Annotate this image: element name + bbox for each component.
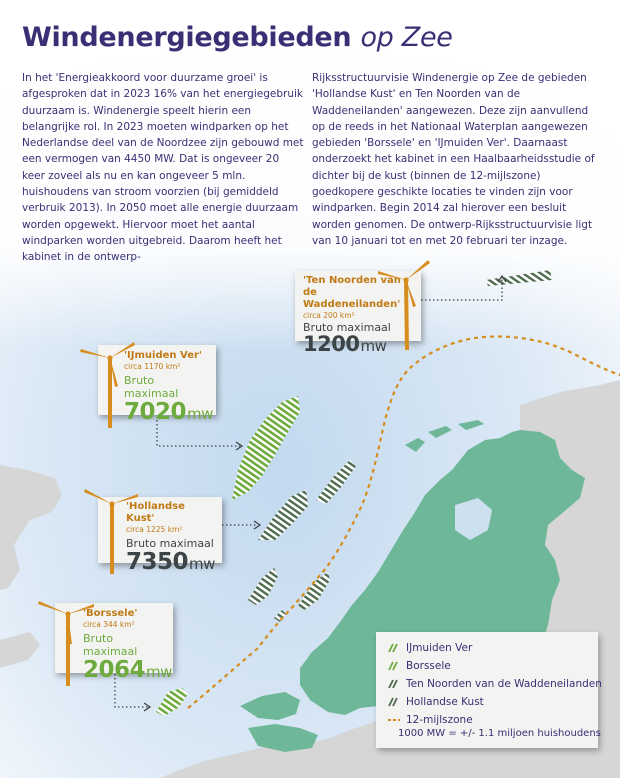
card-borssele-mw-value: 2064 [83,657,146,683]
card-ijmuiden-mw-unit: mw [187,405,213,423]
legend-label-hollandse: Hollandse Kust [406,696,484,708]
legend-item-borssele [388,660,451,672]
page-title [22,22,453,53]
legend-item-ijmuiden [388,642,472,654]
legend-item-waddeneilanden [388,678,602,690]
card-waddeneilanden-area: circa 200 km² [303,311,355,320]
legend-item-twelve-mile [388,714,473,726]
intro-text-left: In het 'Energieakkoord voor duurzame groei' is afgesproken dat in 2023 16% van het energiegebruik duurzaam is. Windenergie speelt hierin een belangrijke rol. In 2023 moeten windparken op het Nederlandse deel van de Noordzee zijn gebouwd met een vermogen van 4450 MW. Dat is ongeveer 20 keer zoveel als nu en kan ongeveer 5 mln. huishoudens van stroom voorzien (bij gemiddeld verbruik 2013). In 2050 moet alle energie duurzaam worden opgewekt. Hiervoor moet het aantal windparken worden uitgebreid. Daarom heeft het kabinet in de ontwerp- [22,72,304,264]
card-waddeneilanden-name-2: de Waddeneilanden' [303,287,401,310]
legend-hatch-dark-icon [388,679,400,689]
card-waddeneilanden-mw-value: 1200 [303,332,360,356]
title-main: Windenergiegebieden [22,22,352,53]
card-waddeneilanden-name-1: 'Ten Noorden van [303,275,401,286]
legend-hatch-green-icon [388,643,400,653]
card-borssele-name: 'Borssele' [83,608,138,619]
card-waddeneilanden-bruto: Bruto maximaal [303,321,391,334]
legend-label-twelve-mile: 12-mijlszone [406,714,473,726]
turbine-icon-borssele [34,588,100,688]
legend-hatch-dark-icon [388,697,400,707]
card-hollandse-name: 'Hollandse Kust' [126,501,185,524]
card-ijmuiden-name: 'IJmuiden Ver' [124,350,202,361]
card-hollandse-mw-value: 7350 [126,549,189,575]
turbine-icon-ijmuiden [76,330,142,430]
card-waddeneilanden-mw-unit: mw [360,337,387,355]
card-hollandse-bruto: Bruto maximaal [126,537,214,550]
legend-hatch-green-icon [388,661,400,671]
legend [376,632,602,748]
legend-item-hollandse [388,696,484,708]
turbine-icon-waddeneilanden [372,252,438,352]
legend-label-waddeneilanden: Ten Noorden van de Waddeneilanden [406,678,602,690]
legend-note: 1000 MW = +/- 1.1 miljoen huishoudens [398,728,601,739]
turbine-icon-hollandse [78,478,144,578]
legend-label-ijmuiden: IJmuiden Ver [406,642,473,654]
card-hollandse-area: circa 1225 km² [126,525,183,534]
legend-dashed-line-icon [388,715,400,725]
title-sub: op Zee [360,22,453,53]
card-ijmuiden-area: circa 1170 km² [124,362,181,371]
legend-label-borssele: Borssele [406,660,451,672]
card-borssele-mw-unit: mw [146,663,172,681]
card-ijmuiden-mw-value: 7020 [124,399,187,425]
intro-text-right: Rijksstructuurvisie Windenergie op Zee de gebieden 'Hollandse Kust' en Ten Noorden van de Waddeneilanden' aangewezen. Deze zijn aanvullend op de reeds in het Nationaal Waterplan aangewezen gebieden 'Borssele' en 'IJmuiden Ver'. Daarnaast onderzoekt het kabinet in een Haalbaarheidsstudie of dichter bij de kust (binnen de 12-mijlszone) goedkopere geschikte locaties te vinden zijn voor windparken. Begin 2014 zal hierover een besluit worden genomen. De ontwerp-Rijksstructuurvisie ligt van 10 januari tot en met 20 februari ter inzage. [312,72,595,247]
card-hollandse-mw-unit: mw [189,555,215,573]
card-borssele-area: circa 344 km² [83,620,135,629]
card-ijmuiden-bruto: Bruto maximaal [124,374,179,400]
card-borssele-bruto: Bruto maximaal [83,632,138,658]
